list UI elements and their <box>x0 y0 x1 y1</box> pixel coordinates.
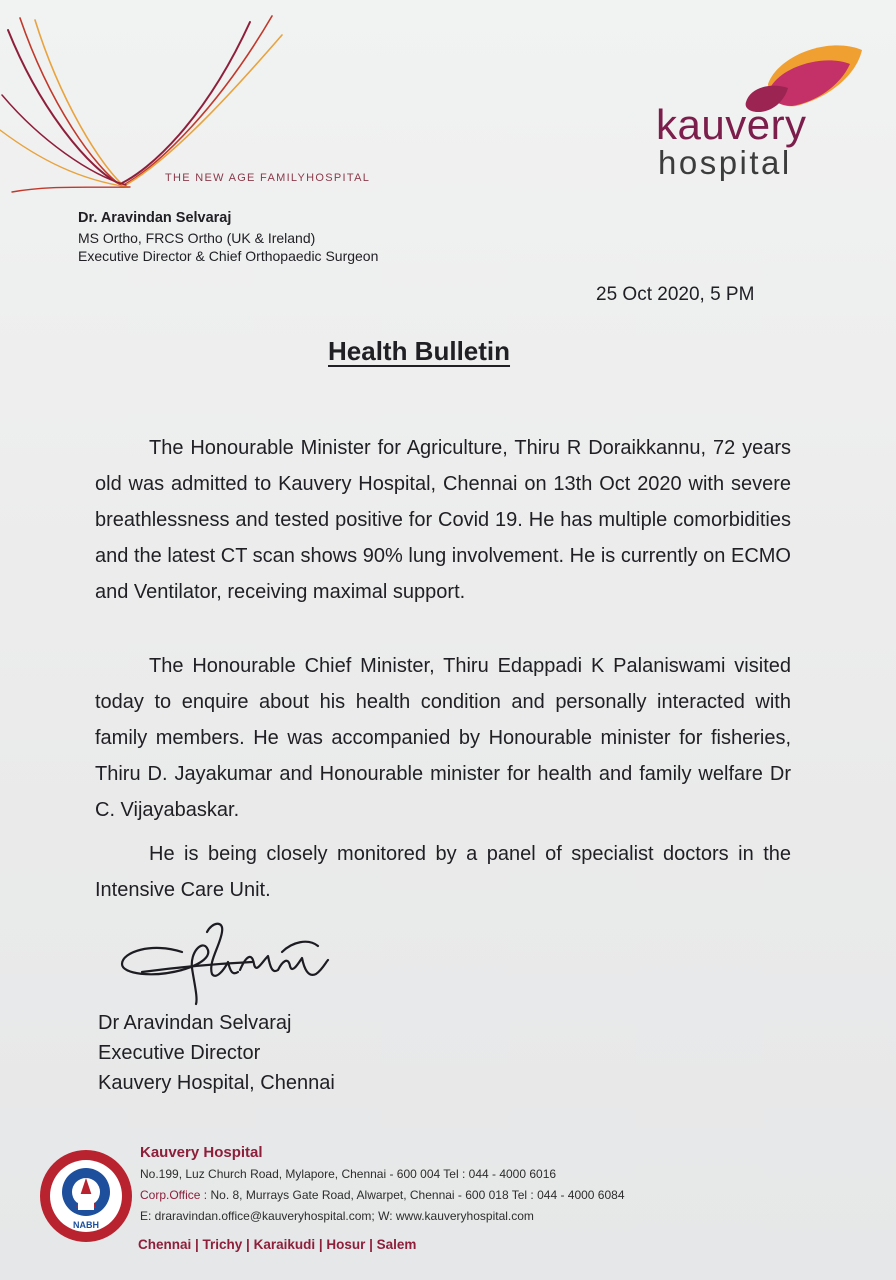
brand-subtitle: hospital <box>658 144 792 181</box>
bulletin-date: 25 Oct 2020, 5 PM <box>596 284 755 305</box>
handwritten-signature <box>112 912 342 1008</box>
bulletin-paragraph <box>95 836 791 908</box>
bulletin-title: Health Bulletin <box>328 336 511 366</box>
footer-branches: Chennai | Trichy | Karaikudi | Hosur | Salem <box>138 1237 417 1252</box>
signatory-role: Executive Director <box>98 1042 261 1064</box>
new-age-family-hospital-logo <box>0 0 290 195</box>
footer-contact: E: draravindan.office@kauveryhospital.com; W: www.kauveryhospital.com <box>140 1209 534 1223</box>
corp-office-address: No. 8, Murrays Gate Road, Alwarpet, Chennai - 600 018 Tel : 044 - 4000 6084 <box>207 1188 625 1202</box>
nabh-accreditation-seal-icon <box>38 1148 134 1244</box>
doctor-name: Dr. Aravindan Selvaraj <box>78 210 232 226</box>
brand-name: kauvery <box>656 101 807 148</box>
signatory-place: Kauvery Hospital, Chennai <box>98 1072 335 1094</box>
footer-hospital-name: Kauvery Hospital <box>140 1144 263 1161</box>
bulletin-paragraph <box>95 430 791 610</box>
paragraph-text: The Honourable Minister for Agriculture, Thiru R Doraikkannu, 72 years old was admitted to Kauvery Hospital, Chennai on 13th Oct 2020 with severe breathlessness and tested positive for Covid 19. He has multiple comorbidities and the latest CT scan shows 90% lung involvement. He is currently on ECMO and Ventilator, receiving maximal support. <box>95 437 791 603</box>
seal-text: NABH <box>73 1220 99 1230</box>
bulletin-paragraph <box>95 648 791 828</box>
paragraph-text: The Honourable Chief Minister, Thiru Edappadi K Palaniswami visited today to enquire about his health condition and personally interacted with family members. He was accompanied by Honourable minister for fisheries, Thiru D. Jayakumar and Honourable minister for health and family welfare Dr C. Vijayabaskar. <box>95 655 791 821</box>
footer-corporate-office <box>140 1188 625 1202</box>
doctor-qualifications: MS Ortho, FRCS Ortho (UK & Ireland) <box>78 230 316 246</box>
hospital-tagline: THE NEW AGE FAMILYHOSPITAL <box>165 172 371 184</box>
paragraph-text: He is being closely monitored by a panel of specialist doctors in the Intensive Care Unit. <box>95 843 791 901</box>
corp-office-label: Corp.Office : <box>140 1188 208 1202</box>
signatory-name: Dr Aravindan Selvaraj <box>98 1012 292 1034</box>
footer-address: No.199, Luz Church Road, Mylapore, Chennai - 600 004 Tel : 044 - 4000 6016 <box>140 1167 557 1181</box>
doctor-title: Executive Director & Chief Orthopaedic Surgeon <box>78 248 379 264</box>
